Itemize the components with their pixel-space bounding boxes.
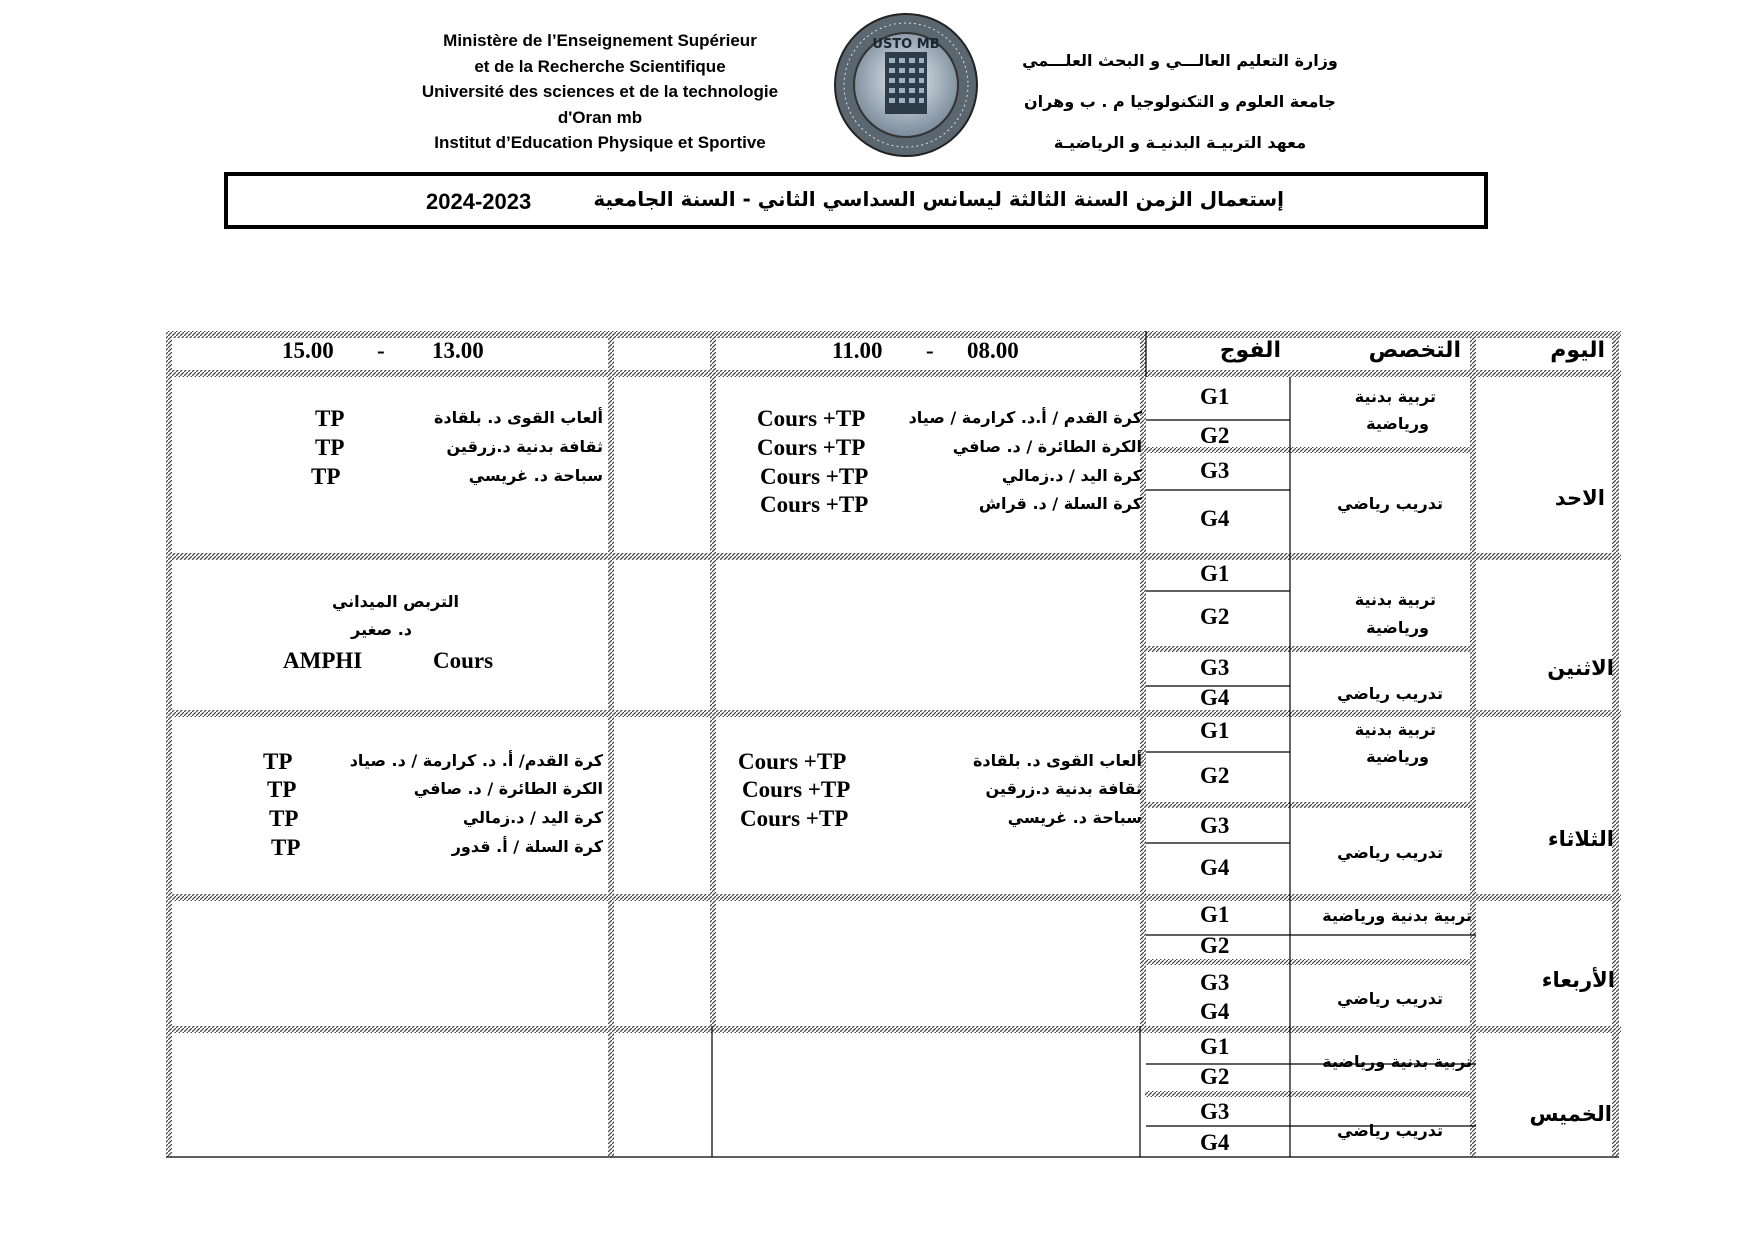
specialty-pe-monday-l1: تربية بدنية	[1354, 590, 1436, 609]
institute-arabic: معهد التربيـة البدنيـة و الرياضيـة	[1053, 133, 1307, 152]
specialty-pe-sunday-l2: ورياضية	[1366, 414, 1429, 433]
group-g4: G4	[1200, 999, 1230, 1024]
group-g4: G4	[1200, 506, 1230, 531]
header-morning-start: 08.00	[967, 338, 1019, 363]
group-g3: G3	[1200, 813, 1230, 838]
group-g3: G3	[1200, 458, 1230, 483]
sunday-morning-course: الكرة الطائرة / د. صافي	[952, 437, 1142, 456]
header-dash-morning: -	[926, 338, 934, 363]
tuesday-morning-type: Cours +TP	[738, 749, 847, 774]
tuesday-afternoon-type: TP	[271, 835, 301, 860]
group-g4: G4	[1200, 855, 1230, 880]
tuesday-afternoon-course: كرة اليد / د.زمالي	[462, 808, 603, 827]
header-specialty: التخصص	[1368, 338, 1461, 363]
sunday-morning-type: Cours +TP	[757, 406, 866, 431]
academic-year: 2024-2023	[426, 189, 532, 214]
sunday-afternoon-course: سباحة د. غريسي	[468, 466, 603, 485]
group-g1: G1	[1200, 1034, 1230, 1059]
specialty-training-tuesday: تدريب رياضي	[1337, 843, 1443, 862]
tuesday-morning-course: ألعاب القوى د. بلقادة	[972, 751, 1142, 770]
tuesday-afternoon-type: TP	[267, 777, 297, 802]
header-group: الفوج	[1219, 338, 1281, 363]
group-g2: G2	[1200, 604, 1230, 629]
group-g4: G4	[1200, 1130, 1230, 1155]
ministry-arabic: وزارة التعليم العالـــي و البحث العلـــمي	[1022, 51, 1338, 70]
specialty-pe-tuesday-l1: تربية بدنية	[1354, 720, 1436, 739]
tuesday-afternoon-type: TP	[269, 806, 299, 831]
monday-internship-teacher: د. صغير	[351, 620, 412, 639]
tuesday-morning-type: Cours +TP	[742, 777, 851, 802]
group-g2: G2	[1200, 763, 1230, 788]
header-dash-afternoon: -	[377, 338, 385, 363]
institute-line: Institut d’Education Physique et Sportive	[434, 133, 766, 152]
university-arabic: جامعة العلوم و التكنولوجيا م . ب وهران	[1024, 92, 1336, 111]
sunday-morning-course: كرة القدم / أ.د. كرارمة / صياد	[908, 408, 1142, 427]
group-g1: G1	[1200, 384, 1230, 409]
sunday-morning-course: كرة السلة / د. قراش	[978, 494, 1142, 513]
day-thursday: الخميس	[1529, 1102, 1612, 1126]
ministry-line-2: et de la Recherche Scientifique	[474, 56, 726, 76]
sunday-morning-course: كرة اليد / د.زمالي	[1001, 466, 1142, 485]
specialty-training-thursday: تدريب رياضي	[1337, 1121, 1443, 1140]
specialty-pe-monday-l2: ورياضية	[1366, 618, 1429, 637]
tuesday-morning-course: سباحة د. غريسي	[1007, 808, 1142, 827]
university-line-1: Université des sciences et de la technologie	[421, 82, 779, 101]
monday-amphi: AMPHI	[283, 648, 363, 673]
group-g3: G3	[1200, 655, 1230, 680]
logo-text: USTO MB	[872, 37, 940, 52]
group-g1: G1	[1200, 902, 1230, 927]
group-g2: G2	[1200, 933, 1230, 958]
group-g4: G4	[1200, 685, 1230, 710]
tuesday-morning-course: ثقافة بدنية د.زرقين	[985, 779, 1142, 798]
group-g2: G2	[1200, 423, 1230, 448]
day-wednesday: الأربعاء	[1541, 968, 1615, 992]
group-g3: G3	[1200, 1099, 1230, 1124]
ministry-line-1: Ministère de l’Enseignement Supérieur	[443, 31, 757, 50]
sunday-morning-type: Cours +TP	[757, 435, 866, 460]
group-g2: G2	[1200, 1064, 1230, 1089]
specialty-pe-sunday-l1: تربية بدنية	[1354, 387, 1436, 406]
monday-cours: Cours	[433, 648, 494, 673]
specialty-training-sunday: تدريب رياضي	[1337, 494, 1443, 513]
specialty-pe-tuesday-l2: ورياضية	[1366, 747, 1429, 766]
tuesday-afternoon-course: كرة القدم/ أ. د. كرارمة / د. صياد	[349, 751, 603, 770]
header-morning-end: 11.00	[832, 338, 883, 363]
tuesday-afternoon-type: TP	[263, 749, 293, 774]
sunday-morning-type: Cours +TP	[760, 464, 869, 489]
header-afternoon-start: 13.00	[432, 338, 484, 363]
day-monday: الاثنين	[1547, 656, 1614, 680]
schedule-title: إستعمال الزمن السنة الثالثة ليسانس السداسي الثاني - السنة الجامعية	[593, 187, 1284, 211]
day-tuesday: الثلاثاء	[1547, 827, 1614, 851]
sunday-afternoon-course: ألعاب القوى د. بلقادة	[433, 408, 603, 427]
sunday-afternoon-type: TP	[311, 464, 341, 489]
specialty-training-wednesday: تدريب رياضي	[1337, 989, 1443, 1008]
day-sunday: الاحد	[1554, 486, 1605, 510]
specialty-training-monday: تدريب رياضي	[1337, 684, 1443, 703]
sunday-afternoon-type: TP	[315, 435, 345, 460]
tuesday-afternoon-course: كرة السلة / أ. قدور	[451, 837, 603, 856]
header-day: اليوم	[1550, 338, 1605, 363]
monday-internship-title: التربص الميداني	[331, 592, 459, 611]
tuesday-afternoon-course: الكرة الطائرة / د. صافي	[413, 779, 603, 798]
group-g1: G1	[1200, 718, 1230, 743]
sunday-morning-type: Cours +TP	[760, 492, 869, 517]
tuesday-morning-type: Cours +TP	[740, 806, 849, 831]
specialty-pe-thursday: تربية بدنية ورياضية	[1322, 1052, 1472, 1071]
header-afternoon-end: 15.00	[282, 338, 334, 363]
specialty-pe-wednesday: تربية بدنية ورياضية	[1322, 906, 1472, 925]
university-line-2: d'Oran mb	[557, 107, 643, 127]
group-g3: G3	[1200, 970, 1230, 995]
sunday-afternoon-type: TP	[315, 406, 345, 431]
group-g1: G1	[1200, 561, 1230, 586]
sunday-afternoon-course: ثقافة بدنية د.زرقين	[446, 437, 603, 456]
